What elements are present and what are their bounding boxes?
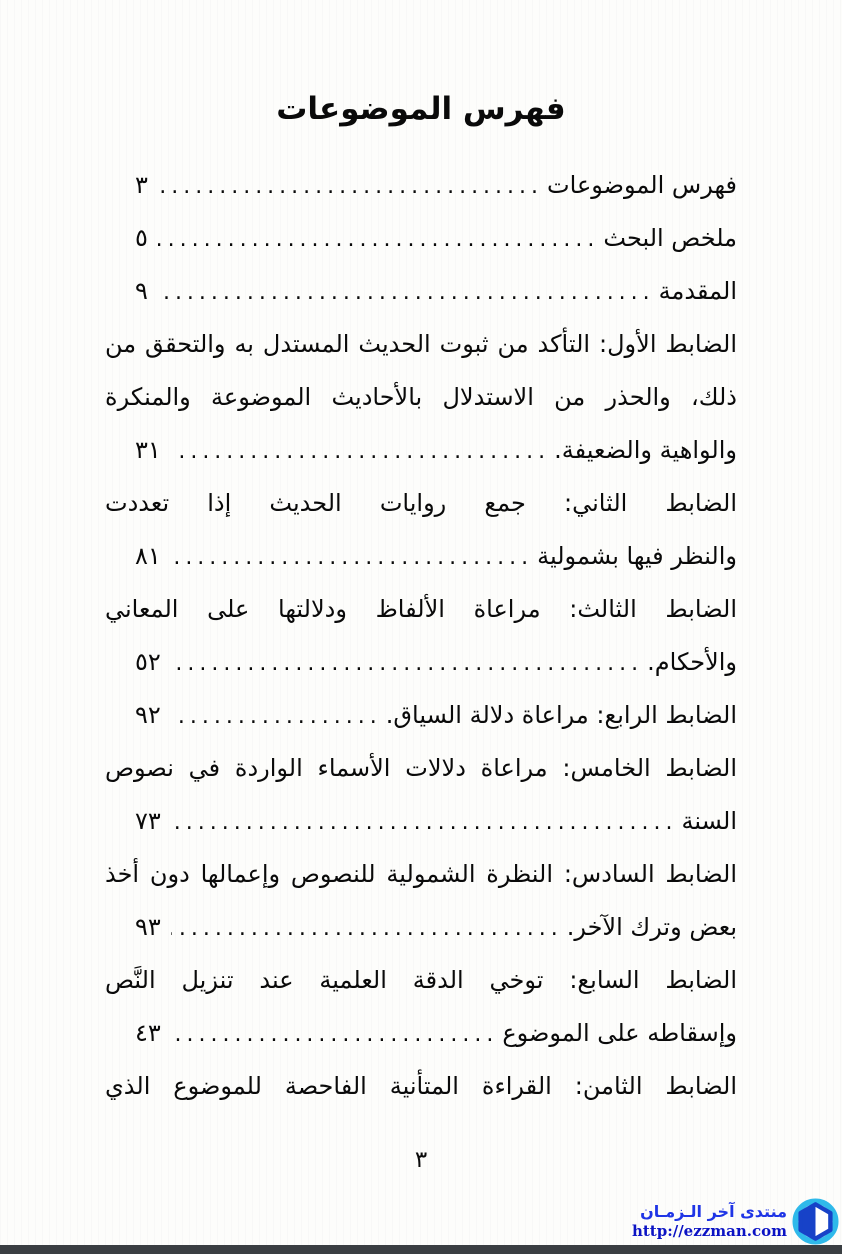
toc-line: الضابط الثاني: جمع روايات الحديث إذا تعددت bbox=[105, 489, 737, 517]
toc-leader-line bbox=[105, 901, 737, 954]
dot-leader bbox=[171, 689, 386, 743]
toc-line: الضابط السادس: النظرة الشمولية للنصوص وإعمالها دون أخذ bbox=[105, 860, 737, 888]
toc-entry-title: والواهية والضعيفة. bbox=[554, 436, 737, 464]
toc-page-number: ٩٢ bbox=[135, 701, 161, 729]
toc-leader-line bbox=[105, 795, 737, 848]
dot-leader bbox=[171, 1007, 503, 1061]
toc-leader-line bbox=[105, 636, 737, 689]
dot-leader bbox=[158, 212, 604, 266]
forum-logo-icon bbox=[792, 1198, 839, 1245]
forum-watermark bbox=[632, 1198, 839, 1245]
page-title: فهرس الموضوعات bbox=[276, 91, 566, 127]
toc-entry-title: السنة bbox=[681, 807, 737, 835]
toc-entry bbox=[105, 318, 737, 477]
toc-entry-title: المقدمة bbox=[658, 277, 737, 305]
toc-leader-line bbox=[105, 265, 737, 318]
toc-entry bbox=[105, 954, 737, 1060]
toc-leader-line bbox=[105, 689, 737, 742]
toc-entry bbox=[105, 689, 737, 742]
toc-page-number: ٥٢ bbox=[135, 648, 161, 676]
toc-leader-line bbox=[105, 530, 737, 583]
toc-entry bbox=[105, 848, 737, 954]
toc-entry-title: بعض وترك الآخر. bbox=[566, 913, 737, 941]
toc-leader-line bbox=[105, 212, 737, 265]
toc-entry-title: ملخص البحث bbox=[603, 224, 737, 252]
toc-entry bbox=[105, 1060, 737, 1113]
toc-page-number: ٣١ bbox=[135, 436, 161, 464]
dot-leader bbox=[171, 530, 537, 584]
toc-entry bbox=[105, 477, 737, 583]
dot-leader bbox=[171, 424, 554, 478]
dot-leader bbox=[171, 901, 567, 955]
toc-entry bbox=[105, 583, 737, 689]
toc-entry-title: فهرس الموضوعات bbox=[547, 171, 737, 199]
toc-page-number: ٤٣ bbox=[135, 1019, 161, 1047]
forum-url: http://ezzman.com bbox=[631, 1222, 787, 1240]
forum-name: منتدى آخر الـزمـان bbox=[640, 1202, 787, 1221]
toc-page-number: ٨١ bbox=[135, 542, 161, 570]
toc-leader-line bbox=[105, 159, 737, 212]
toc-leader-line bbox=[105, 1007, 737, 1060]
toc-page-number: ٩ bbox=[135, 277, 148, 305]
toc-entry bbox=[105, 742, 737, 848]
page-number: ٣ bbox=[414, 1147, 428, 1173]
toc-list bbox=[105, 159, 737, 1113]
toc-entry-title: وإسقاطه على الموضوع bbox=[502, 1019, 737, 1047]
watermark-text bbox=[632, 1202, 787, 1241]
dot-leader bbox=[171, 795, 682, 849]
dot-leader bbox=[158, 159, 547, 213]
toc-entry bbox=[105, 212, 737, 265]
toc-line: الضابط الخامس: مراعاة دلالات الأسماء الواردة في نصوص bbox=[105, 754, 737, 782]
bottom-bar bbox=[0, 1245, 842, 1254]
toc-line: الضابط السابع: توخي الدقة العلمية عند تنزيل النَّص bbox=[105, 966, 737, 994]
toc-page-number: ٩٣ bbox=[135, 913, 161, 941]
toc-entry-title: والنظر فيها بشمولية bbox=[537, 542, 737, 570]
toc-entry-title: والأحكام. bbox=[647, 648, 737, 676]
dot-leader bbox=[171, 636, 647, 690]
toc-leader-line bbox=[105, 424, 737, 477]
toc-line: الضابط الأول: التأكد من ثبوت الحديث المستدل به والتحقق من bbox=[105, 330, 737, 358]
toc-line: ذلك، والحذر من الاستدلال بالأحاديث الموضوعة والمنكرة bbox=[105, 383, 737, 411]
toc-line: الضابط الثالث: مراعاة الألفاظ ودلالتها على المعاني bbox=[105, 595, 737, 623]
toc-line: الضابط الثامن: القراءة المتأنية الفاحصة للموضوع الذي bbox=[105, 1072, 737, 1100]
toc-page-number: ٣ bbox=[135, 171, 148, 199]
toc-page-number: ٧٣ bbox=[135, 807, 161, 835]
toc-entry bbox=[105, 265, 737, 318]
toc-entry bbox=[105, 159, 737, 212]
toc-entry-title: الضابط الرابع: مراعاة دلالة السياق. bbox=[385, 701, 737, 729]
dot-leader bbox=[158, 265, 659, 319]
toc-page-number: ٥ bbox=[135, 224, 148, 252]
